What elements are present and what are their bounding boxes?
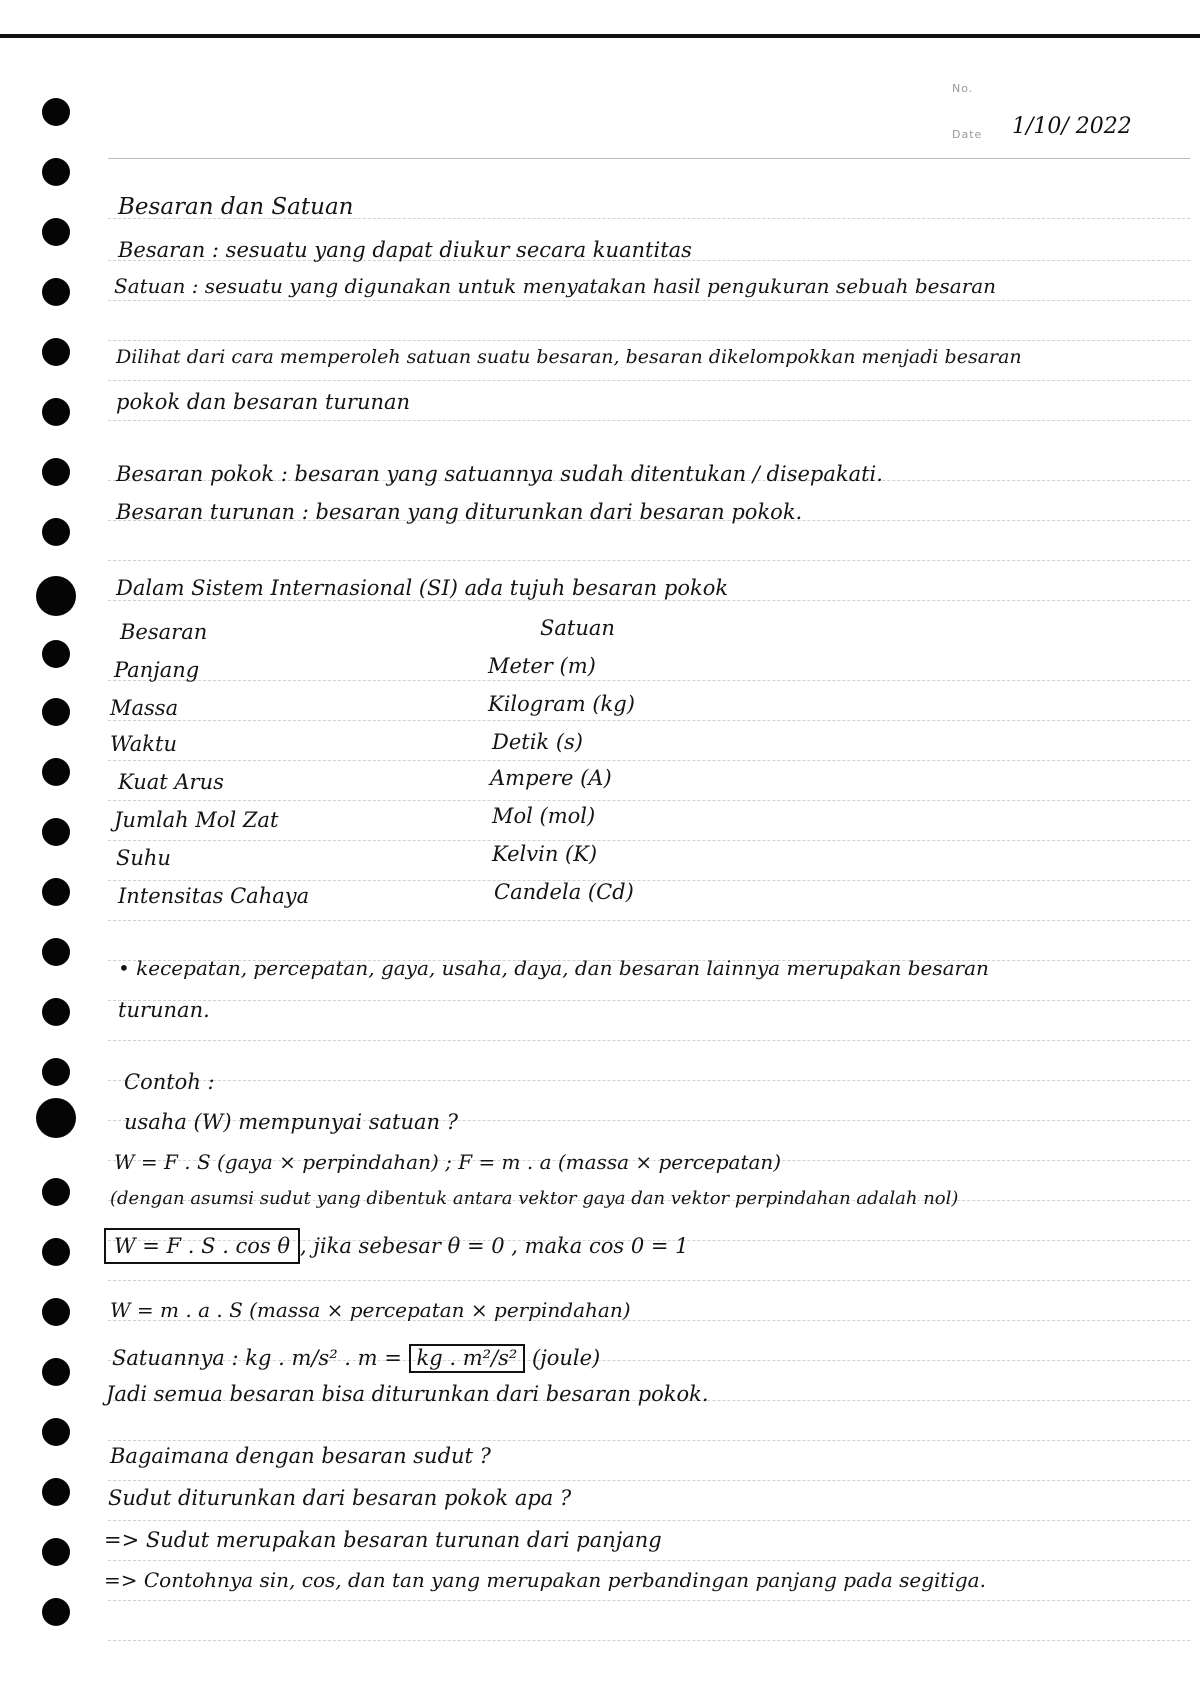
binding-hole	[42, 158, 70, 186]
si-intro: Dalam Sistem Internasional (SI) ada tujuh besaran pokok	[116, 576, 729, 600]
table-row-satuan: Mol (mol)	[492, 804, 596, 828]
rule-line	[108, 1000, 1190, 1001]
rule-line	[108, 880, 1190, 881]
binding-holes	[0, 0, 90, 1698]
satuan-boxed: kg . m²/s²	[409, 1344, 526, 1373]
binding-hole	[42, 998, 70, 1026]
table-row-satuan: Detik (s)	[492, 730, 583, 754]
satuan-prefix: Satuannya : kg . m/s² . m =	[112, 1346, 402, 1370]
formula-condition: , jika sebesar θ = 0 , maka cos 0 = 1	[300, 1234, 689, 1258]
table-row-besaran: Waktu	[110, 732, 177, 756]
rule-line	[108, 840, 1190, 841]
binding-hole	[42, 1358, 70, 1386]
binding-hole	[42, 1598, 70, 1626]
binding-hole	[42, 338, 70, 366]
binding-hole	[42, 878, 70, 906]
grouping-line-1: Dilihat dari cara memperoleh satuan suatu besaran, besaran dikelompokkan menjadi besaran	[116, 346, 1022, 368]
binding-hole	[42, 1538, 70, 1566]
date-label: Date	[952, 128, 983, 141]
rule-line	[108, 158, 1190, 159]
rule-line	[108, 1520, 1190, 1521]
rule-line	[108, 1600, 1190, 1601]
binding-hole	[42, 1298, 70, 1326]
table-row-besaran: Panjang	[114, 658, 200, 682]
answer-sudut-1: => Sudut merupakan besaran turunan dari panjang	[104, 1528, 662, 1552]
grouping-line-2: pokok dan besaran turunan	[116, 390, 411, 414]
binding-hole	[42, 818, 70, 846]
rule-line	[108, 340, 1190, 341]
assumption-note: (dengan asumsi sudut yang dibentuk antara vektor gaya dan vektor perpindahan adalah nol)	[110, 1188, 959, 1209]
table-row-satuan: Candela (Cd)	[494, 880, 634, 904]
question-sudut-2: Sudut diturunkan dari besaran pokok apa ?	[108, 1486, 572, 1510]
page-top-edge	[0, 34, 1200, 38]
conclusion: Jadi semua besaran bisa diturunkan dari besaran pokok.	[106, 1382, 709, 1406]
date-value: 1/10/ 2022	[1012, 114, 1132, 139]
definition-besaran-turunan: Besaran turunan : besaran yang diturunkan dari besaran pokok.	[116, 500, 803, 524]
notes-title: Besaran dan Satuan	[118, 194, 354, 220]
rule-line	[108, 680, 1190, 681]
rule-line	[108, 1560, 1190, 1561]
no-label: No.	[952, 82, 974, 95]
rule-line	[108, 800, 1190, 801]
rule-line	[108, 420, 1190, 421]
binding-hole	[42, 698, 70, 726]
binding-hole	[42, 938, 70, 966]
binding-hole	[42, 218, 70, 246]
rule-line	[108, 1480, 1190, 1481]
question-sudut: Bagaimana dengan besaran sudut ?	[110, 1444, 491, 1468]
binding-hole	[36, 576, 76, 616]
binding-hole	[42, 1178, 70, 1206]
table-row-satuan: Kelvin (K)	[492, 842, 598, 866]
table-header-besaran: Besaran	[120, 620, 208, 644]
boxed-formula-line	[104, 1236, 689, 1257]
boxed-formula: W = F . S . cos θ	[104, 1228, 300, 1264]
binding-hole	[42, 640, 70, 668]
rule-line	[108, 720, 1190, 721]
table-row-besaran: Massa	[110, 696, 179, 720]
rule-line	[108, 1640, 1190, 1641]
definition-besaran-pokok: Besaran pokok : besaran yang satuannya sudah ditentukan / disepakati.	[116, 462, 883, 486]
rule-line	[108, 760, 1190, 761]
table-row-besaran: Suhu	[116, 846, 171, 870]
turunan-list-line-2: turunan.	[118, 998, 210, 1022]
rule-line	[108, 920, 1190, 921]
table-row-satuan: Meter (m)	[488, 654, 596, 678]
table-row-besaran: Jumlah Mol Zat	[114, 808, 279, 832]
contoh-question: usaha (W) mempunyai satuan ?	[124, 1110, 458, 1134]
rule-line	[108, 300, 1190, 301]
binding-hole	[42, 1058, 70, 1086]
table-row-besaran: Kuat Arus	[118, 770, 224, 794]
turunan-list-line-1: • kecepatan, percepatan, gaya, usaha, daya, dan besaran lainnya merupakan besaran	[118, 956, 989, 980]
table-row-satuan: Ampere (A)	[490, 766, 612, 790]
table-header-satuan: Satuan	[540, 616, 615, 640]
rule-line	[108, 600, 1190, 601]
binding-hole	[42, 518, 70, 546]
answer-sudut-2: => Contohnya sin, cos, dan tan yang merupakan perbandingan panjang pada segitiga.	[104, 1568, 986, 1592]
definition-satuan: Satuan : sesuatu yang digunakan untuk menyatakan hasil pengukuran sebuah besaran	[114, 274, 997, 298]
rule-line	[108, 380, 1190, 381]
binding-hole	[42, 1418, 70, 1446]
rule-line	[108, 1080, 1190, 1081]
rule-line	[108, 1040, 1190, 1041]
rule-line	[108, 560, 1190, 561]
table-row-besaran: Intensitas Cahaya	[118, 884, 310, 908]
satuan-suffix: (joule)	[532, 1346, 601, 1370]
binding-hole	[42, 278, 70, 306]
table-row-satuan: Kilogram (kg)	[488, 692, 635, 716]
satuan-line	[112, 1344, 600, 1373]
binding-hole	[42, 758, 70, 786]
contoh-label: Contoh :	[124, 1070, 215, 1094]
rule-line	[108, 1440, 1190, 1441]
rule-line	[108, 1280, 1190, 1281]
formula-usaha: W = F . S (gaya × perpindahan) ; F = m . a (massa × percepatan)	[114, 1150, 782, 1174]
binding-hole	[42, 398, 70, 426]
formula-expanded: W = m . a . S (massa × percepatan × perpindahan)	[110, 1298, 631, 1322]
binding-hole	[36, 1098, 76, 1138]
binding-hole	[42, 1238, 70, 1266]
binding-hole	[42, 458, 70, 486]
binding-hole	[42, 98, 70, 126]
definition-besaran: Besaran : sesuatu yang dapat diukur secara kuantitas	[118, 238, 692, 262]
binding-hole	[42, 1478, 70, 1506]
